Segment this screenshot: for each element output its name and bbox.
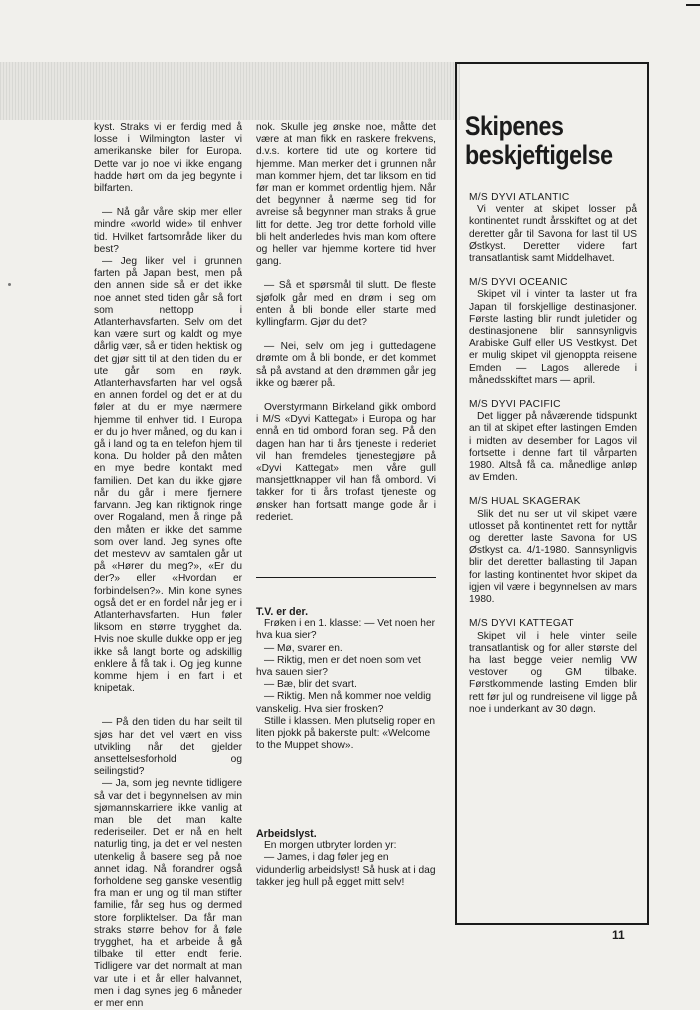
corner-mark — [686, 4, 700, 6]
joke-line: En morgen utbryter lorden yr: — [264, 840, 397, 852]
ship-status: Slik det nu ser ut vil skipet være utlosset på kontinentet rett for nyttår og deretter laste Savona for US Østkyst ca. 4/1-1980. Sannsynligvis blir det deretter ballasting til Japan for lasting kontinentet hvor skipet da igjen vil være i begynnelsen av mars 1980. — [469, 508, 637, 606]
joke-line: Stille i klassen. Men plutselig roper en liten pjokk på bakerste pult: «Welcome to the Muppet show». — [256, 715, 436, 752]
joke-line: — James, i dag føler jeg en vidunderlig arbeidslyst! Så husk at i dag takker jeg hull på egget mitt selv! — [256, 852, 436, 888]
box-title-line-1: Skipenes — [465, 111, 564, 141]
closing-paragraph: Overstyrmann Birkeland gikk ombord i M/S «Dyvi Kattegat» i Europa og har ennå en tid ombord foran seg. På den dagen han har ti års tjeneste i rederiet vil han fremdeles tjenestegjøre på «Dyvi Kattegat» men våre gull mansjettknapper vil han få ombord. Vi takker for ti års trofast tjeneste og ønsker han fortsatt mange gode år i rederiet. — [256, 402, 436, 523]
ship-name: M/S DYVI KATTEGAT — [469, 618, 574, 630]
joke-line: Frøken i en 1. klasse: — Vet noen her hva kua sier? — [256, 618, 436, 642]
box-title-line-2: beskjeftigelse — [465, 140, 613, 170]
ship-name: M/S HUAL SKAGERAK — [469, 496, 581, 508]
ship-status: Vi venter at skipet losser på kontinentet rundt årsskiftet og at det deretter går til Savona for last til US Østkyst. Deretter videre fart transatlantisk samt Middelhavet. — [469, 204, 637, 265]
ship-name: M/S DYVI ATLANTIC — [469, 192, 570, 203]
joke-line: — Riktig. Men nå kommer noe veldig vanskelig. Hva sier frosken? — [256, 691, 432, 715]
joke-line: — Riktig, men er det noen som vet hva sauen sier? — [256, 654, 421, 679]
ships-list — [469, 192, 637, 716]
ship-status: Skipet vil i vinter ta laster ut fra Japan til forskjellige destinasjoner. Første lasting blir rundt juletider og destinasjonene blir sannsynligvis Arabiske Gulf eller US Vestkyst. Det er mulig skipet vil gjenoppta reisene Emden — Lagos allerede i månedsskiftet mars — april. — [469, 289, 637, 386]
scan-speck — [8, 283, 11, 286]
joke-title: Arbeidslyst. — [256, 828, 317, 840]
answer: — Nei, selv om jeg i guttedagene drømte om å bli bonde, er det kommet så på avstand at den drømmen går jeg ikke og bærer på. — [256, 341, 436, 389]
box-title — [465, 112, 620, 170]
section-divider — [256, 577, 436, 578]
ship-status: Det ligger på nåværende tidspunkt an til at skipet efter lastingen Emden i midten av desember for Lagos vil fortsette i denne fart til vårparten 1980. Altså få ca. månedlige anløp av Emden. — [469, 411, 637, 484]
header-band — [0, 62, 460, 120]
ship-name: M/S DYVI PACIFIC — [469, 399, 561, 411]
answer: — Ja, som jeg nevnte tidligere så var det i begynnelsen av min sjømannskarriere ikke vanlig at man ble det man kalte rederiseiler. Det er nå en helt naturlig ting, ja det er vel nesten utenkelig å basere seg på noe annet idag. Nå forandrer også forholdene seg ganske vesentlig fra man er ung og til man stifter familie, får seg hus og dermed store forpliktelser. Da får man straks større behov for å føle trygghet, ha et arbeide å gå tilbake til etter endt ferie. Tidligere var det normalt at man var ute i et år eller halvannet, men i dag synes jeg 6 måneder er mer enn — [94, 778, 242, 1010]
joke-line: — Bæ, blir det svart. — [264, 679, 357, 691]
question: — Nå går våre skip mer eller mindre «world wide» til enhver tid. Hvilket fartsområde liker du best? — [94, 207, 242, 255]
joke-title: T.V. er der. — [256, 606, 309, 618]
article-column-2 — [256, 122, 436, 524]
page-number: 11 — [612, 928, 625, 942]
article-column-1 — [94, 122, 242, 1010]
ship-name: M/S DYVI OCEANIC — [469, 277, 568, 289]
paragraph: kyst. Straks vi er ferdig med å losse i Wilmington laster vi amerikanske biler for Europa. Dette var jo noe vi ikke engang hadde hørt om da jeg begynte i bilfarten. — [94, 122, 242, 195]
question: — Så et spørsmål til slutt. De fleste sjøfolk går med en drøm i seg om enten å bli bonde eller starte med kyllingfarm. Gjør du det? — [256, 280, 436, 329]
paragraph: nok. Skulle jeg ønske noe, måtte det være at man fikk en raskere frekvens, d.v.s. kortere tid ute og kortere tid hjemme. Man merker det i grunnen når man kommer hjem, det tar liksom en tid før man er kommet ordentlig hjem. Når det begynner å nærme seg tid for avreise så begynner man straks å grue litt for dette. Jeg tror dette forhold ville bli helt anderledes hvis man kom oftere og heller var hjemme kortere tid hver gang. — [256, 122, 436, 268]
ship-status: Skipet vil i hele vinter seile transatlantisk og for aller største del ha last begge veier nemlig VW vestover og GM tilbake. Førstkommende lasting Emden blir rett før jul og rundreisene vil ligge på noe i underkant av 30 døgn. — [469, 630, 637, 715]
answer: — Jeg liker vel i grunnen farten på Japan best, men på den annen side så er det ikke noe annet sted tiden går så fort som nettopp i Atlanterhavsfarten. Selv om det kan være surt og kaldt og mye dårlig vær, så er tiden hektisk og det gjør sitt til at den tiden du er ute går som en røyk. Atlanterhavsfarten har vel også en annen fordel og det er at du føler at du er mye nærmere hjemme til enhver tid. I Europa er du jo hver måned, og du kan i gå i land og ta en telefon hjem til kona. Du holder på den måten en mye bedre kontakt med familien. Det kan du ikke gjøre når du går i mere fjernere farvann. Jeg kan riktignok ringe over Rogaland, men å ringe på den måten er ikke det samme som over land. Jeg synes ofte det mestevv av samtalen går ut på «Hører du meg?», «Er du der?» eller «Hvordan er forbindelsen?». Min kone synes også det er en fordel når jeg er i Atlanterhavsfarten. Hun føler liksom en større trygghet da. Hvis noe skulle dukke opp er jeg ikke så langt borte og adskillig enklere å få tak i. Og jeg kunne komme hjem i en fart i et knipetak. — [94, 256, 242, 695]
joke-tv — [256, 606, 436, 752]
joke-arbeidslyst — [256, 828, 436, 889]
joke-line: — Mø, svarer en. — [264, 642, 343, 654]
question: — På den tiden du har seilt til sjøs har det vel vært en viss utvikling når det gjelder ansettelsesforhold og seilingstid? — [94, 717, 242, 778]
